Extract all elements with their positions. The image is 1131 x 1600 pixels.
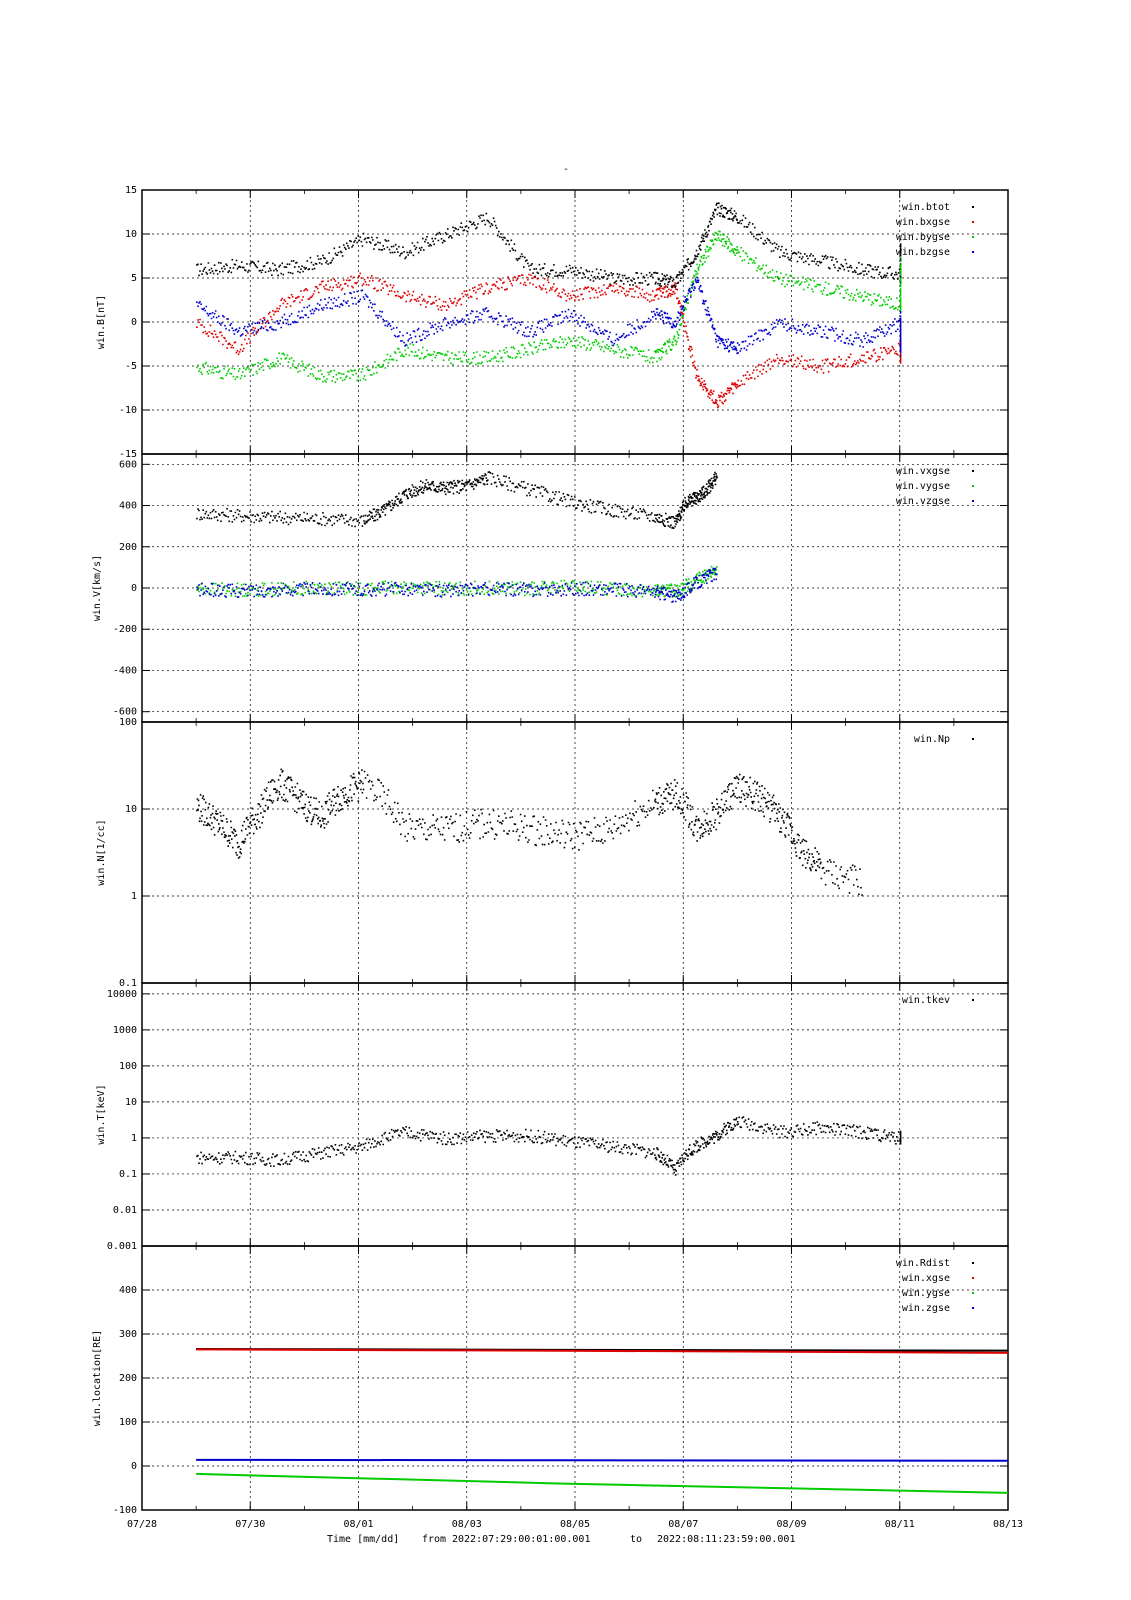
y-tick-label: 0.1 (118, 1168, 137, 1180)
legend (896, 1258, 974, 1314)
panels-group (92, 185, 1029, 1516)
legend-entry-marker (972, 1307, 974, 1309)
legend-entry-marker (972, 251, 974, 253)
y-tick-label: 0.001 (106, 1241, 137, 1252)
y-axis-label: win.location[RE] (92, 1329, 103, 1427)
range-to-label: to (630, 1534, 643, 1545)
series-win-vxgse (196, 471, 718, 529)
legend-entry-label: win.tkev (901, 995, 950, 1006)
range-from-value: 2022:07:29:00:01:00.001 (452, 1534, 591, 1545)
y-tick-label: -100 (112, 1505, 137, 1516)
legend-entry-label: win.Rdist (895, 1258, 950, 1269)
legend-entry-marker (972, 206, 974, 208)
legend (902, 995, 974, 1006)
legend-entry-label: win.Np (913, 734, 950, 745)
series-win-bxgse (196, 273, 901, 409)
y-axis-label: win.N[1/cc] (96, 819, 107, 886)
panel-1 (96, 185, 1008, 460)
range-to-value: 2022:08:11:23:59:00.001 (657, 1534, 796, 1545)
legend-entry-label: win.zgse (901, 1303, 950, 1314)
series-line (196, 1474, 1029, 1493)
legend-entry-marker (972, 485, 974, 487)
y-tick-label: 100 (118, 1060, 137, 1072)
y-tick-label: -200 (112, 624, 137, 636)
y-tick-label: 0 (130, 1461, 137, 1472)
y-axis-label: win.B[nT] (96, 294, 107, 350)
x-tick-label: 08/11 (884, 1519, 915, 1530)
y-tick-label: 0 (130, 317, 137, 328)
x-tick-label: 08/05 (559, 1519, 591, 1530)
x-tick-label: 08/07 (668, 1519, 699, 1530)
legend-entry-marker (972, 1292, 974, 1294)
series-markers (196, 568, 718, 603)
legend-entry-label: win.bxgse (895, 217, 950, 228)
legend-entry-marker (972, 1262, 974, 1264)
legend-entry-marker (972, 738, 974, 740)
time-axis (127, 1519, 1023, 1530)
legend-entry-label: win.bygse (895, 232, 950, 243)
y-tick-label: 400 (118, 1285, 137, 1296)
legend-entry-label: win.ygse (901, 1288, 950, 1299)
y-tick-label: 1000 (112, 1024, 137, 1036)
panel-5 (92, 1246, 1029, 1516)
y-tick-label: 0.1 (118, 978, 137, 989)
data-group (196, 471, 718, 603)
series-win-bzgse (196, 277, 901, 357)
series-win-btot (196, 202, 901, 288)
y-tick-label: -400 (112, 665, 137, 677)
y-tick-label: 100 (118, 1417, 137, 1428)
y-tick-label: 200 (118, 541, 137, 553)
legend-entry-label: win.vygse (895, 481, 950, 492)
y-tick-label: 200 (118, 1373, 137, 1384)
y-axis-label: win.V[km/s] (92, 554, 103, 622)
y-tick-label: 1 (130, 891, 137, 902)
y-tick-label: 400 (118, 500, 137, 512)
y-tick-label: 15 (124, 185, 137, 196)
figure-title: - (562, 164, 570, 175)
data-group (196, 769, 863, 896)
legend-entry-marker (972, 999, 974, 1001)
x-tick-label: 08/01 (343, 1519, 374, 1530)
legend-entry-marker (972, 500, 974, 502)
y-tick-label: 10 (124, 1096, 137, 1108)
y-tick-label: 100 (118, 717, 137, 728)
y-tick-label: -15 (118, 449, 137, 460)
y-tick-label: 300 (118, 1329, 137, 1340)
data-group (196, 1349, 1029, 1493)
series-line (196, 1460, 1029, 1461)
panel-4 (96, 983, 1008, 1252)
series-win-zgse (196, 1460, 1029, 1461)
y-tick-label: 600 (118, 459, 137, 471)
range-from-label: from (422, 1534, 447, 1545)
series-markers (196, 273, 901, 409)
panel-2 (92, 454, 1008, 722)
y-tick-label: -600 (112, 706, 137, 718)
x-tick-label: 07/30 (235, 1519, 266, 1530)
legend-entry-marker (972, 236, 974, 238)
footer (327, 1534, 795, 1545)
legend-entry-label: win.vxgse (895, 466, 950, 477)
y-tick-label: -10 (118, 405, 137, 416)
legend (896, 466, 974, 507)
x-tick-label: 07/28 (126, 1519, 158, 1530)
y-axis-label: win.T[keV] (96, 1084, 107, 1145)
series-markers (196, 1116, 901, 1175)
legend-entry-label: win.btot (901, 202, 950, 213)
time-axis-label: Time [mm/dd] (327, 1534, 400, 1545)
y-tick-label: 10000 (106, 988, 137, 1000)
y-tick-label: 10 (124, 229, 137, 240)
data-group (196, 1116, 901, 1175)
legend-entry-label: win.bzgse (895, 247, 950, 258)
panel-3 (96, 717, 1008, 989)
data-group (196, 202, 901, 408)
series-markers (196, 202, 901, 288)
series-markers (196, 769, 863, 896)
legend-entry-marker (972, 221, 974, 223)
series-markers (196, 277, 901, 357)
series-win-ygse (196, 1474, 1029, 1493)
series-win-tkev (196, 1116, 901, 1175)
x-tick-label: 08/13 (992, 1519, 1024, 1530)
series-markers (196, 471, 718, 529)
legend-entry-marker (972, 1277, 974, 1279)
y-tick-label: 1 (130, 1132, 137, 1144)
legend-entry-marker (972, 470, 974, 472)
y-tick-label: 0.01 (112, 1204, 137, 1216)
y-tick-label: 0 (130, 583, 137, 594)
legend (896, 202, 974, 258)
y-tick-label: -5 (124, 361, 137, 372)
y-tick-label: 10 (124, 804, 137, 815)
legend (914, 734, 974, 745)
legend-entry-label: win.xgse (901, 1273, 950, 1284)
x-tick-label: 08/03 (451, 1519, 482, 1530)
y-tick-label: 5 (130, 273, 137, 284)
series-win-vzgse (196, 568, 718, 603)
legend-entry-label: win.vzgse (895, 496, 950, 507)
x-tick-label: 08/09 (776, 1519, 807, 1530)
series-win-np (196, 769, 863, 896)
